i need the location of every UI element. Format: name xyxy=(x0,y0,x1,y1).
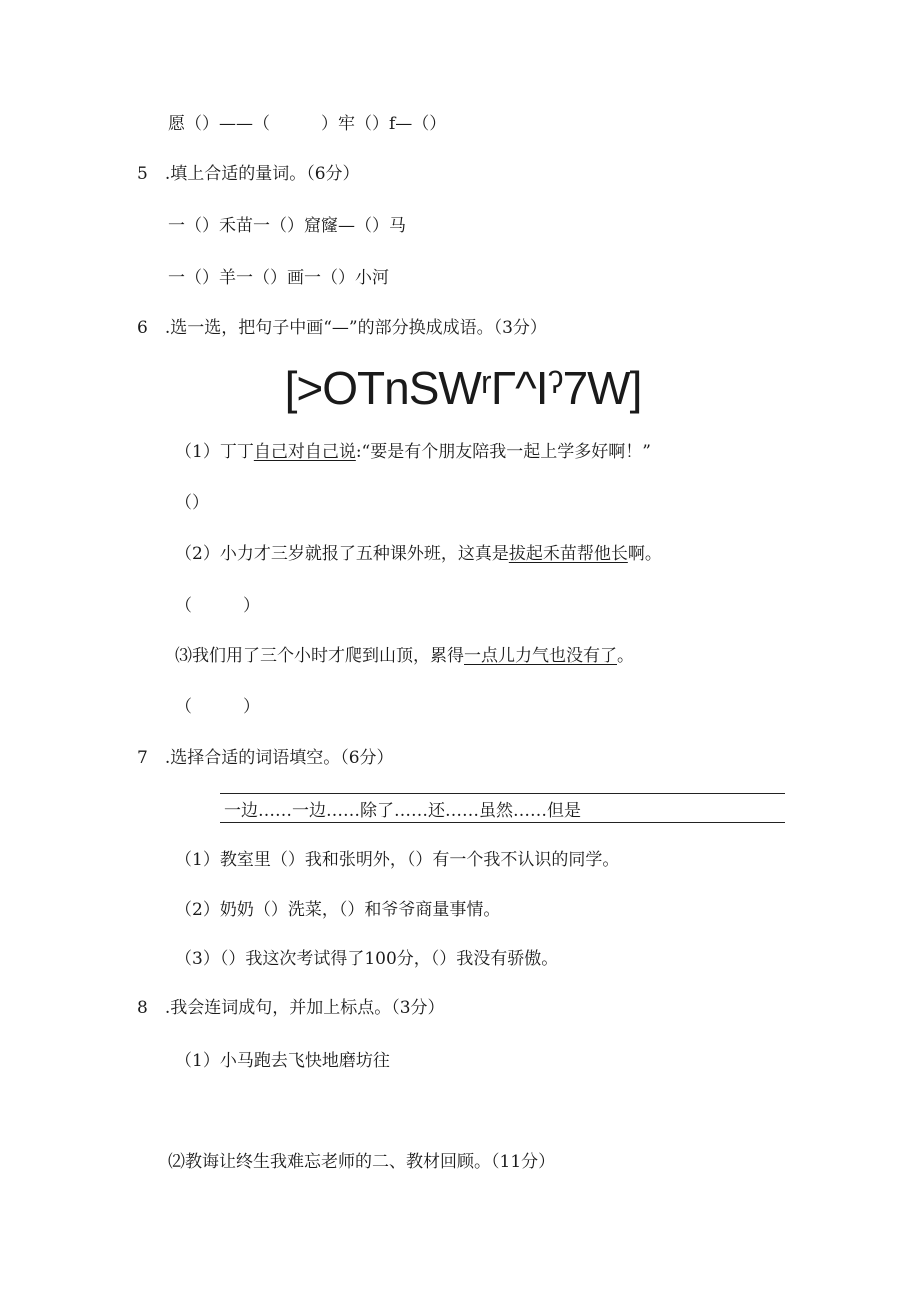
q6-answer-1: （） xyxy=(175,493,209,513)
question-8-title: 8 .我会连词成句，并加上标点。（3分） xyxy=(137,998,445,1018)
q8-sentence-1: （1）小马跑去飞快地磨坊往 xyxy=(175,1051,390,1071)
word-options-box xyxy=(220,793,785,823)
q5-row-2: 一（）羊一（）画一（）小河 xyxy=(168,268,389,288)
q6-sentence-3: ⑶我们用了三个小时才爬到山顶，累得一点儿力气也没有了。 xyxy=(175,646,634,666)
q8-sentence-2: ⑵教诲让终生我难忘老师的二、教材回顾。（11分） xyxy=(168,1152,556,1172)
q6-answer-2: （ ） xyxy=(175,596,260,616)
underlined-phrase: 拔起禾苗帮他长 xyxy=(508,544,628,564)
q5-row-1: 一（）禾苗一（）窟窿—（）马 xyxy=(168,216,406,236)
underlined-phrase: 一点儿力气也没有了 xyxy=(464,646,617,666)
word-options: 一边……一边……除了……还……虽然……但是 xyxy=(224,801,581,821)
q6-answer-3: （ ） xyxy=(175,697,260,717)
word-line: 愿（）——（ ）牢（）f—（） xyxy=(168,114,447,134)
question-5-title: 5 .填上合适的量词。（6分） xyxy=(137,164,360,184)
q7-sentence-1: （1）教室里（）我和张明外，（）有一个我不认识的同学。 xyxy=(175,850,620,870)
q7-sentence-3: （3）（）我这次考试得了100分，（）我没有骄傲。 xyxy=(175,949,559,969)
question-7-title: 7 .选择合适的词语填空。（6分） xyxy=(137,748,394,768)
q6-sentence-2: （2）小力才三岁就报了五种课外班，这真是拔起禾苗帮他长啊。 xyxy=(175,544,662,564)
q7-sentence-2: （2）奶奶（）洗菜，（）和爷爷商量事情。 xyxy=(175,900,501,920)
underlined-phrase: 自己对自己说 xyxy=(253,442,356,462)
q6-sentence-1: （1）丁丁自己对自己说:“要是有个朋友陪我一起上学多好啊！” xyxy=(175,442,651,462)
question-6-title: 6 .选一选，把句子中画“—”的部分换成成语。（3分） xyxy=(137,318,547,338)
garbled-idiom-options: [>OTnSWʳΓ^Iˀ7W] xyxy=(284,362,642,414)
